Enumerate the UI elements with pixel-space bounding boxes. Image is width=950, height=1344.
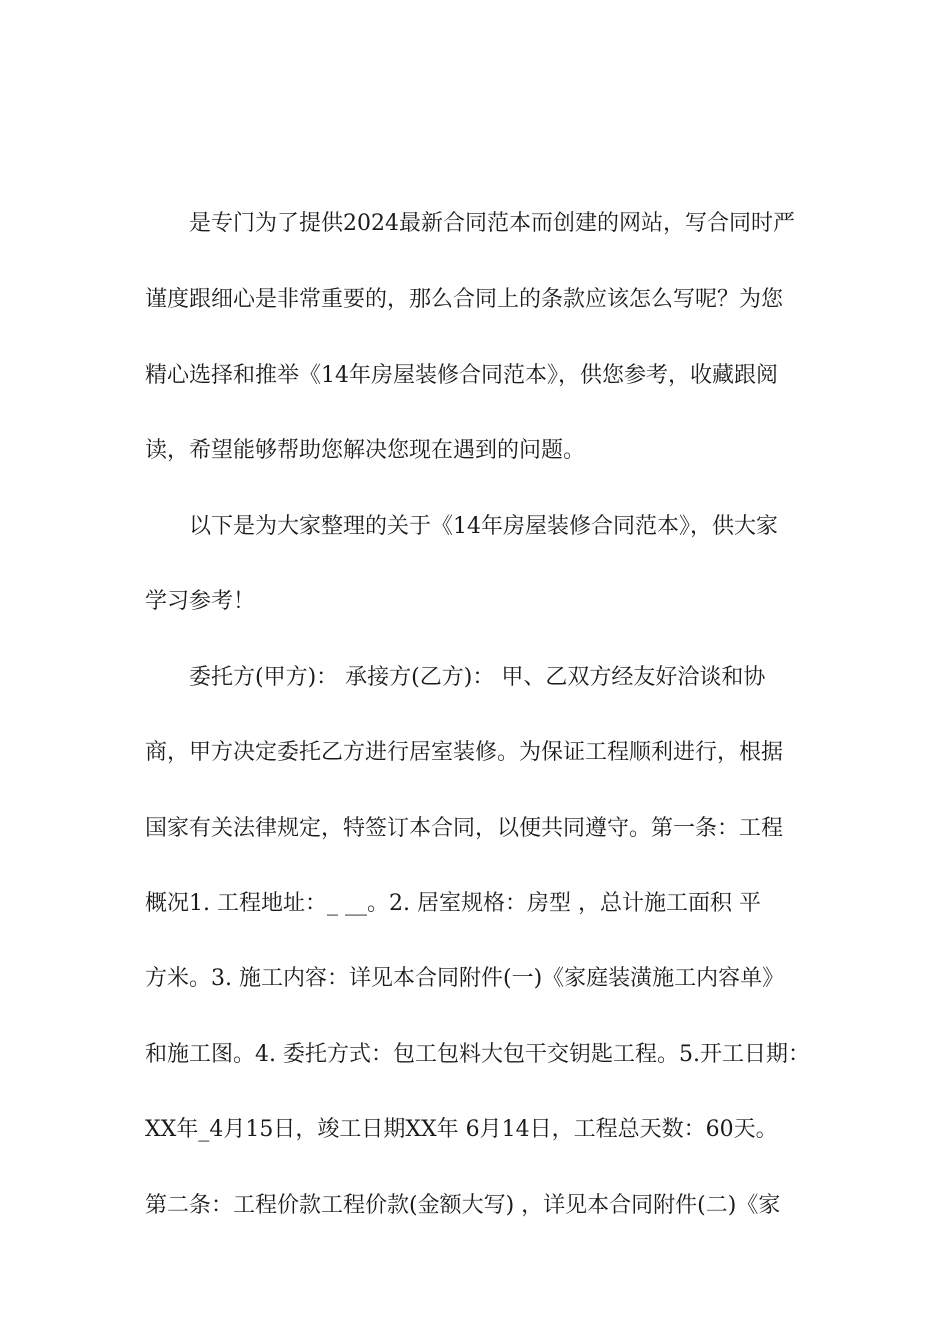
contract-body-line-3: 国家有关法律规定，特签订本合同，以便共同遵守。第一条：工程	[145, 816, 784, 841]
contract-body-line-7: XX年_4月15日，竣工日期XX年 6月14日，工程总天数：60天。	[145, 1117, 778, 1142]
contract-body-line-2: 商，甲方决定委托乙方进行居室装修。为保证工程顺利进行，根据	[145, 740, 784, 765]
paragraph-intro-line-2: 谨度跟细心是非常重要的，那么合同上的条款应该怎么写呢？为您	[145, 287, 784, 312]
paragraph-lead-line-1: 以下是为大家整理的关于《14年房屋装修合同范本》，供大家	[189, 514, 778, 539]
paragraph-intro-line-1: 是专门为了提供2024最新合同范本而创建的网站，写合同时严	[189, 211, 795, 236]
contract-body-line-1: 委托方(甲方)： 承接方(乙方)： 甲、乙双方经友好洽谈和协	[189, 665, 766, 690]
paragraph-intro-line-4: 读，希望能够帮助您解决您现在遇到的问题。	[145, 438, 586, 463]
paragraph-intro-line-3: 精心选择和推举《14年房屋装修合同范本》，供您参考，收藏跟阅	[145, 363, 778, 388]
contract-body-line-6: 和施工图。4. 委托方式：包工包料大包干交钥匙工程。5.开工日期：	[145, 1042, 810, 1067]
contract-body-line-4: 概况1. 工程地址：_ __。2. 居室规格：房型 ，总计施工面积 平	[145, 891, 761, 916]
contract-body-line-8: 第二条：工程价款工程价款(金额大写) ，详见本合同附件(二)《家	[145, 1193, 781, 1218]
paragraph-lead-line-2: 学习参考！	[145, 589, 256, 614]
contract-body-line-5: 方米。3. 施工内容：详见本合同附件(一)《家庭装潢施工内容单》	[145, 966, 785, 991]
